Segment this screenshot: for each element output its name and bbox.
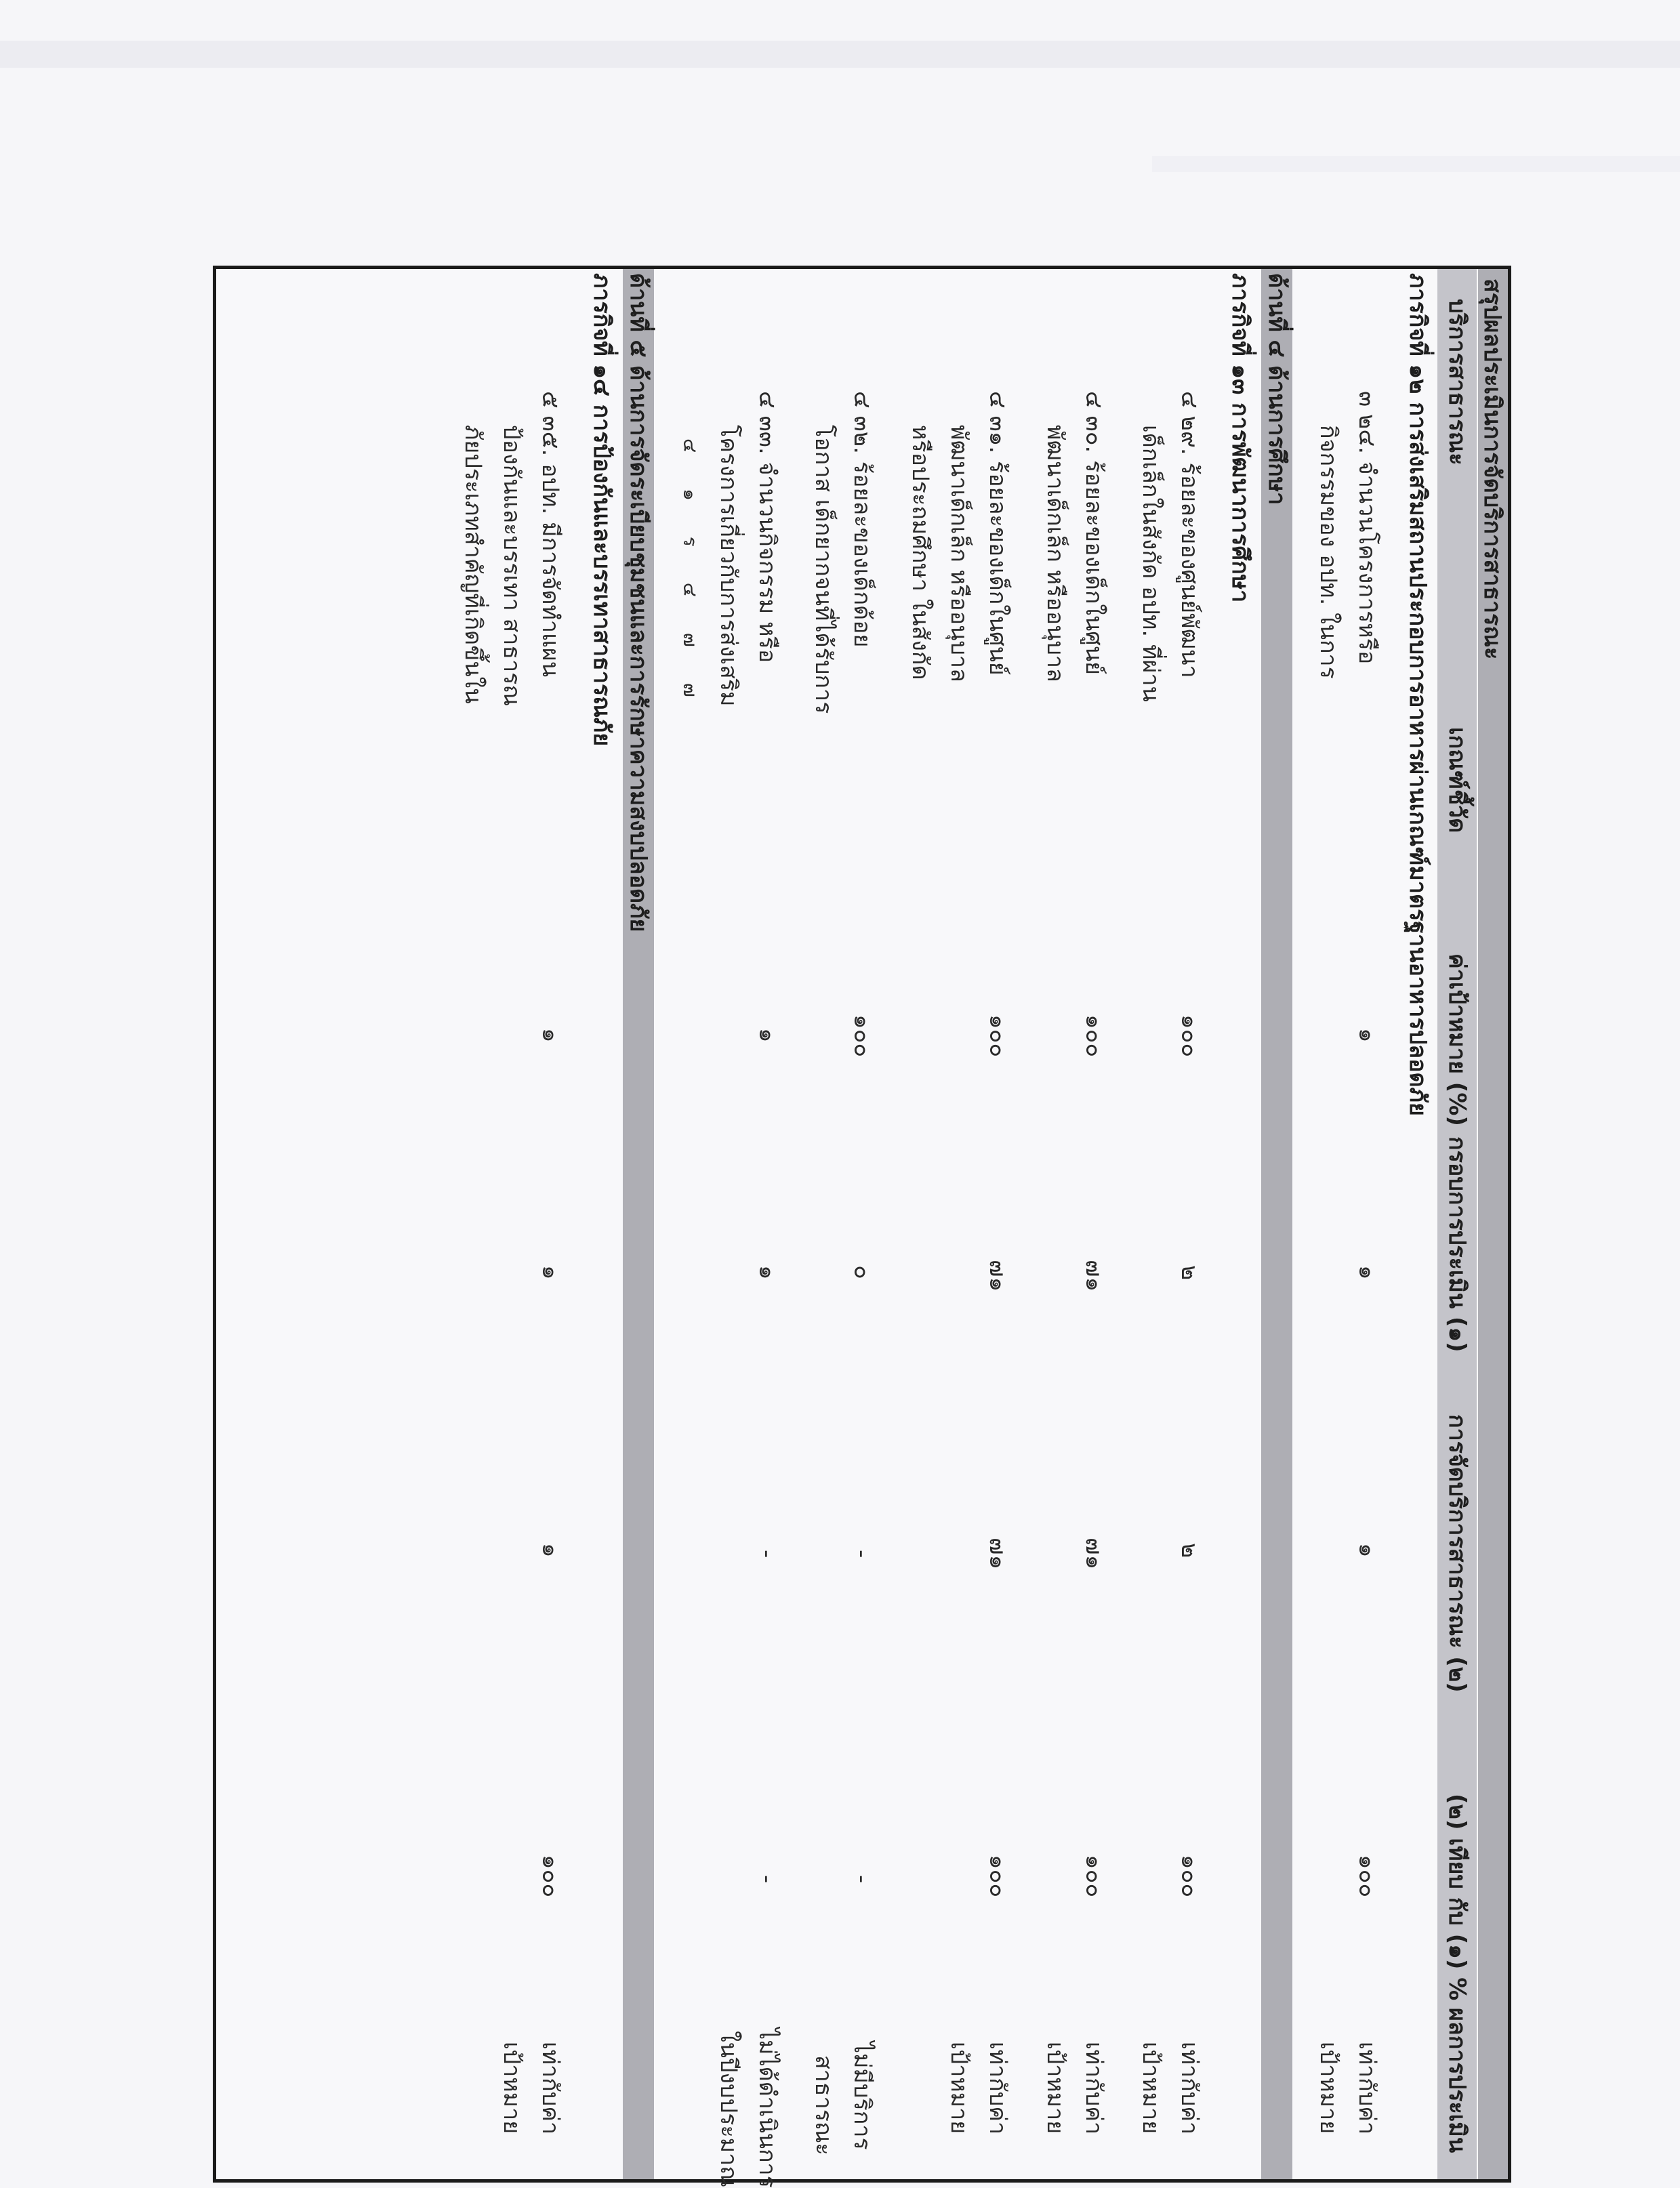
result-line2: ในปีงบประมาณ (715, 2031, 742, 2187)
col-header-compare: (๒) เทียบ กับ (๑) % (1443, 1794, 1471, 2001)
result-line2: เป้าหมาย (1042, 2042, 1069, 2134)
col-header-target: ค่าเป้าหมาย (%) (1443, 953, 1471, 1126)
target-value: ๑ (754, 1028, 781, 1043)
indicator-29-line2: เด็กเล็กในสังกัด อปท. ที่ผ่าน (1137, 425, 1164, 702)
domain-5: ด้านที่ ๕ ด้านการจัดระเบียบชุมชนและการรักษาความสงบปลอดภัย (625, 273, 652, 932)
provided-value: ๒ (1176, 1543, 1203, 1559)
scan-streak (1152, 156, 1680, 172)
indicator-31-line1: ๔ ๓๑. ร้อยละของเด็กในศูนย์ (984, 391, 1011, 676)
col-header-service: บริการสาธารณะ (1443, 299, 1471, 466)
indicator-35-line1: ๕ ๓๕. อปท. มีการจัดทำแผน (537, 391, 564, 678)
result-line2: เป้าหมาย (498, 2042, 525, 2134)
frame-value: ๑ (754, 1265, 781, 1280)
indicator-29-line1: ๔ ๒๙. ร้อยละของศูนย์พัฒนา (1176, 391, 1203, 678)
indicator-30-line2: พัฒนาเด็กเล็ก หรืออนุบาล (1042, 425, 1069, 682)
result-line1: เท่ากับค่า (1080, 2042, 1107, 2135)
result-line2: เป้าหมาย (1315, 2042, 1342, 2134)
frame-value: ๑ (537, 1265, 564, 1280)
target-value: ๑๐๐ (1176, 1014, 1203, 1058)
col-header-result: ผลการประเมิน (1443, 2008, 1471, 2153)
indicator-33-line2: โครงการเกี่ยวกับการส่งเสริม (715, 425, 742, 707)
provided-value: ๗๑ (1080, 1537, 1107, 1570)
frame-value: ๒ (1176, 1265, 1203, 1281)
indicator-30-line1: ๔ ๓๐. ร้อยละของเด็กในศูนย์ (1080, 391, 1107, 675)
result-line1: เท่ากับค่า (984, 2042, 1011, 2135)
provided-value: - (754, 1550, 781, 1559)
indicator-24-line1: ๓ ๒๔. จำนวนโครงการหรือ (1353, 391, 1380, 665)
result-line2: เป้าหมาย (945, 2042, 972, 2134)
indicator-35-line3: ภัยประเภทสำคัญที่เกิดขึ้นใน (459, 425, 487, 704)
col-header-indicator: เกณฑ์ชี้วัด (1443, 727, 1471, 833)
target-value: ๑ (1353, 1028, 1380, 1043)
summary-table (213, 266, 1511, 2188)
provided-value: ๗๑ (984, 1537, 1011, 1570)
document-title: สรุปผลประเมินการจัดบริการสาธารณะ (1479, 278, 1506, 660)
domain-4-band (1261, 269, 1292, 2179)
target-value: ๑๐๐ (848, 1014, 876, 1058)
compare-value: ๑๐๐ (1080, 1855, 1107, 1898)
target-value: ๑๐๐ (1080, 1014, 1107, 1058)
indicator-33-line1: ๔ ๓๓. จำนวนกิจกรรม หรือ (754, 391, 781, 663)
col-header-provided: การจัดบริการสาธารณะ (๒) (1443, 1414, 1471, 1693)
target-value: ๑ (537, 1028, 564, 1043)
result-line1: ไม่ได้ดำเนินการ (754, 2028, 781, 2188)
result-line1: ไม่มีบริการ (848, 2042, 876, 2150)
frame-value: ๗๑ (1080, 1260, 1107, 1292)
provided-value: - (848, 1550, 876, 1559)
compare-value: - (848, 1875, 876, 1884)
provided-value: ๑ (1353, 1543, 1380, 1558)
indicator-32-line2: โอกาส เด็กยากจนที่ได้รับการ (810, 425, 837, 714)
provided-value: ๑ (537, 1543, 564, 1558)
mission-12: ภารกิจที่ ๑๒ การส่งเสริมสถานประกอบการอาหารผ่านเกณฑ์มาตรฐานอาหารปลอดภัย (1404, 273, 1431, 1116)
result-line1: เท่ากับค่า (537, 2042, 564, 2135)
domain-4: ด้านที่ ๔ ด้านการศึกษา (1263, 273, 1290, 505)
col-header-frame: กรอบการประเมิน (๑) (1443, 1136, 1471, 1353)
rotated-sheet (213, 266, 1511, 2188)
residual-marks: ๔ ๑ ร ๔ ๗ ๗ (679, 438, 701, 712)
indicator-35-line2: ป้องกันและบรรเทา สาธารณ (498, 425, 525, 706)
mission-13: ภารกิจที่ ๑๓ การพัฒนาการศึกษา (1227, 273, 1254, 603)
indicator-31-line3: หรือประถมศึกษา ในสังกัด (907, 425, 934, 680)
result-line1: เท่ากับค่า (1353, 2042, 1380, 2135)
frame-value: ๑ (1353, 1265, 1380, 1280)
mission-14: ภารกิจที่ ๑๔ การป้องกันและบรรเทาสาธารณภัย (588, 273, 615, 747)
compare-value: ๑๐๐ (1176, 1855, 1203, 1898)
compare-value: - (754, 1875, 781, 1884)
target-value: ๑๐๐ (984, 1014, 1011, 1058)
result-line1: เท่ากับค่า (1176, 2042, 1203, 2135)
indicator-31-line2: พัฒนาเด็กเล็ก หรืออนุบาล (945, 425, 972, 682)
compare-value: ๑๐๐ (537, 1855, 564, 1898)
compare-value: ๑๐๐ (984, 1855, 1011, 1898)
frame-value: ๐ (848, 1265, 876, 1279)
indicator-32-line1: ๔ ๓๒. ร้อยละของเด็กด้อย (848, 391, 876, 648)
compare-value: ๑๐๐ (1353, 1855, 1380, 1898)
result-line2: สาธารณะ (810, 2055, 837, 2155)
scan-streak (0, 41, 1680, 68)
indicator-24-line2: กิจกรรมของ อปท. ในการ (1315, 425, 1342, 679)
frame-value: ๗๑ (984, 1260, 1011, 1292)
result-line2: เป้าหมาย (1137, 2042, 1164, 2134)
